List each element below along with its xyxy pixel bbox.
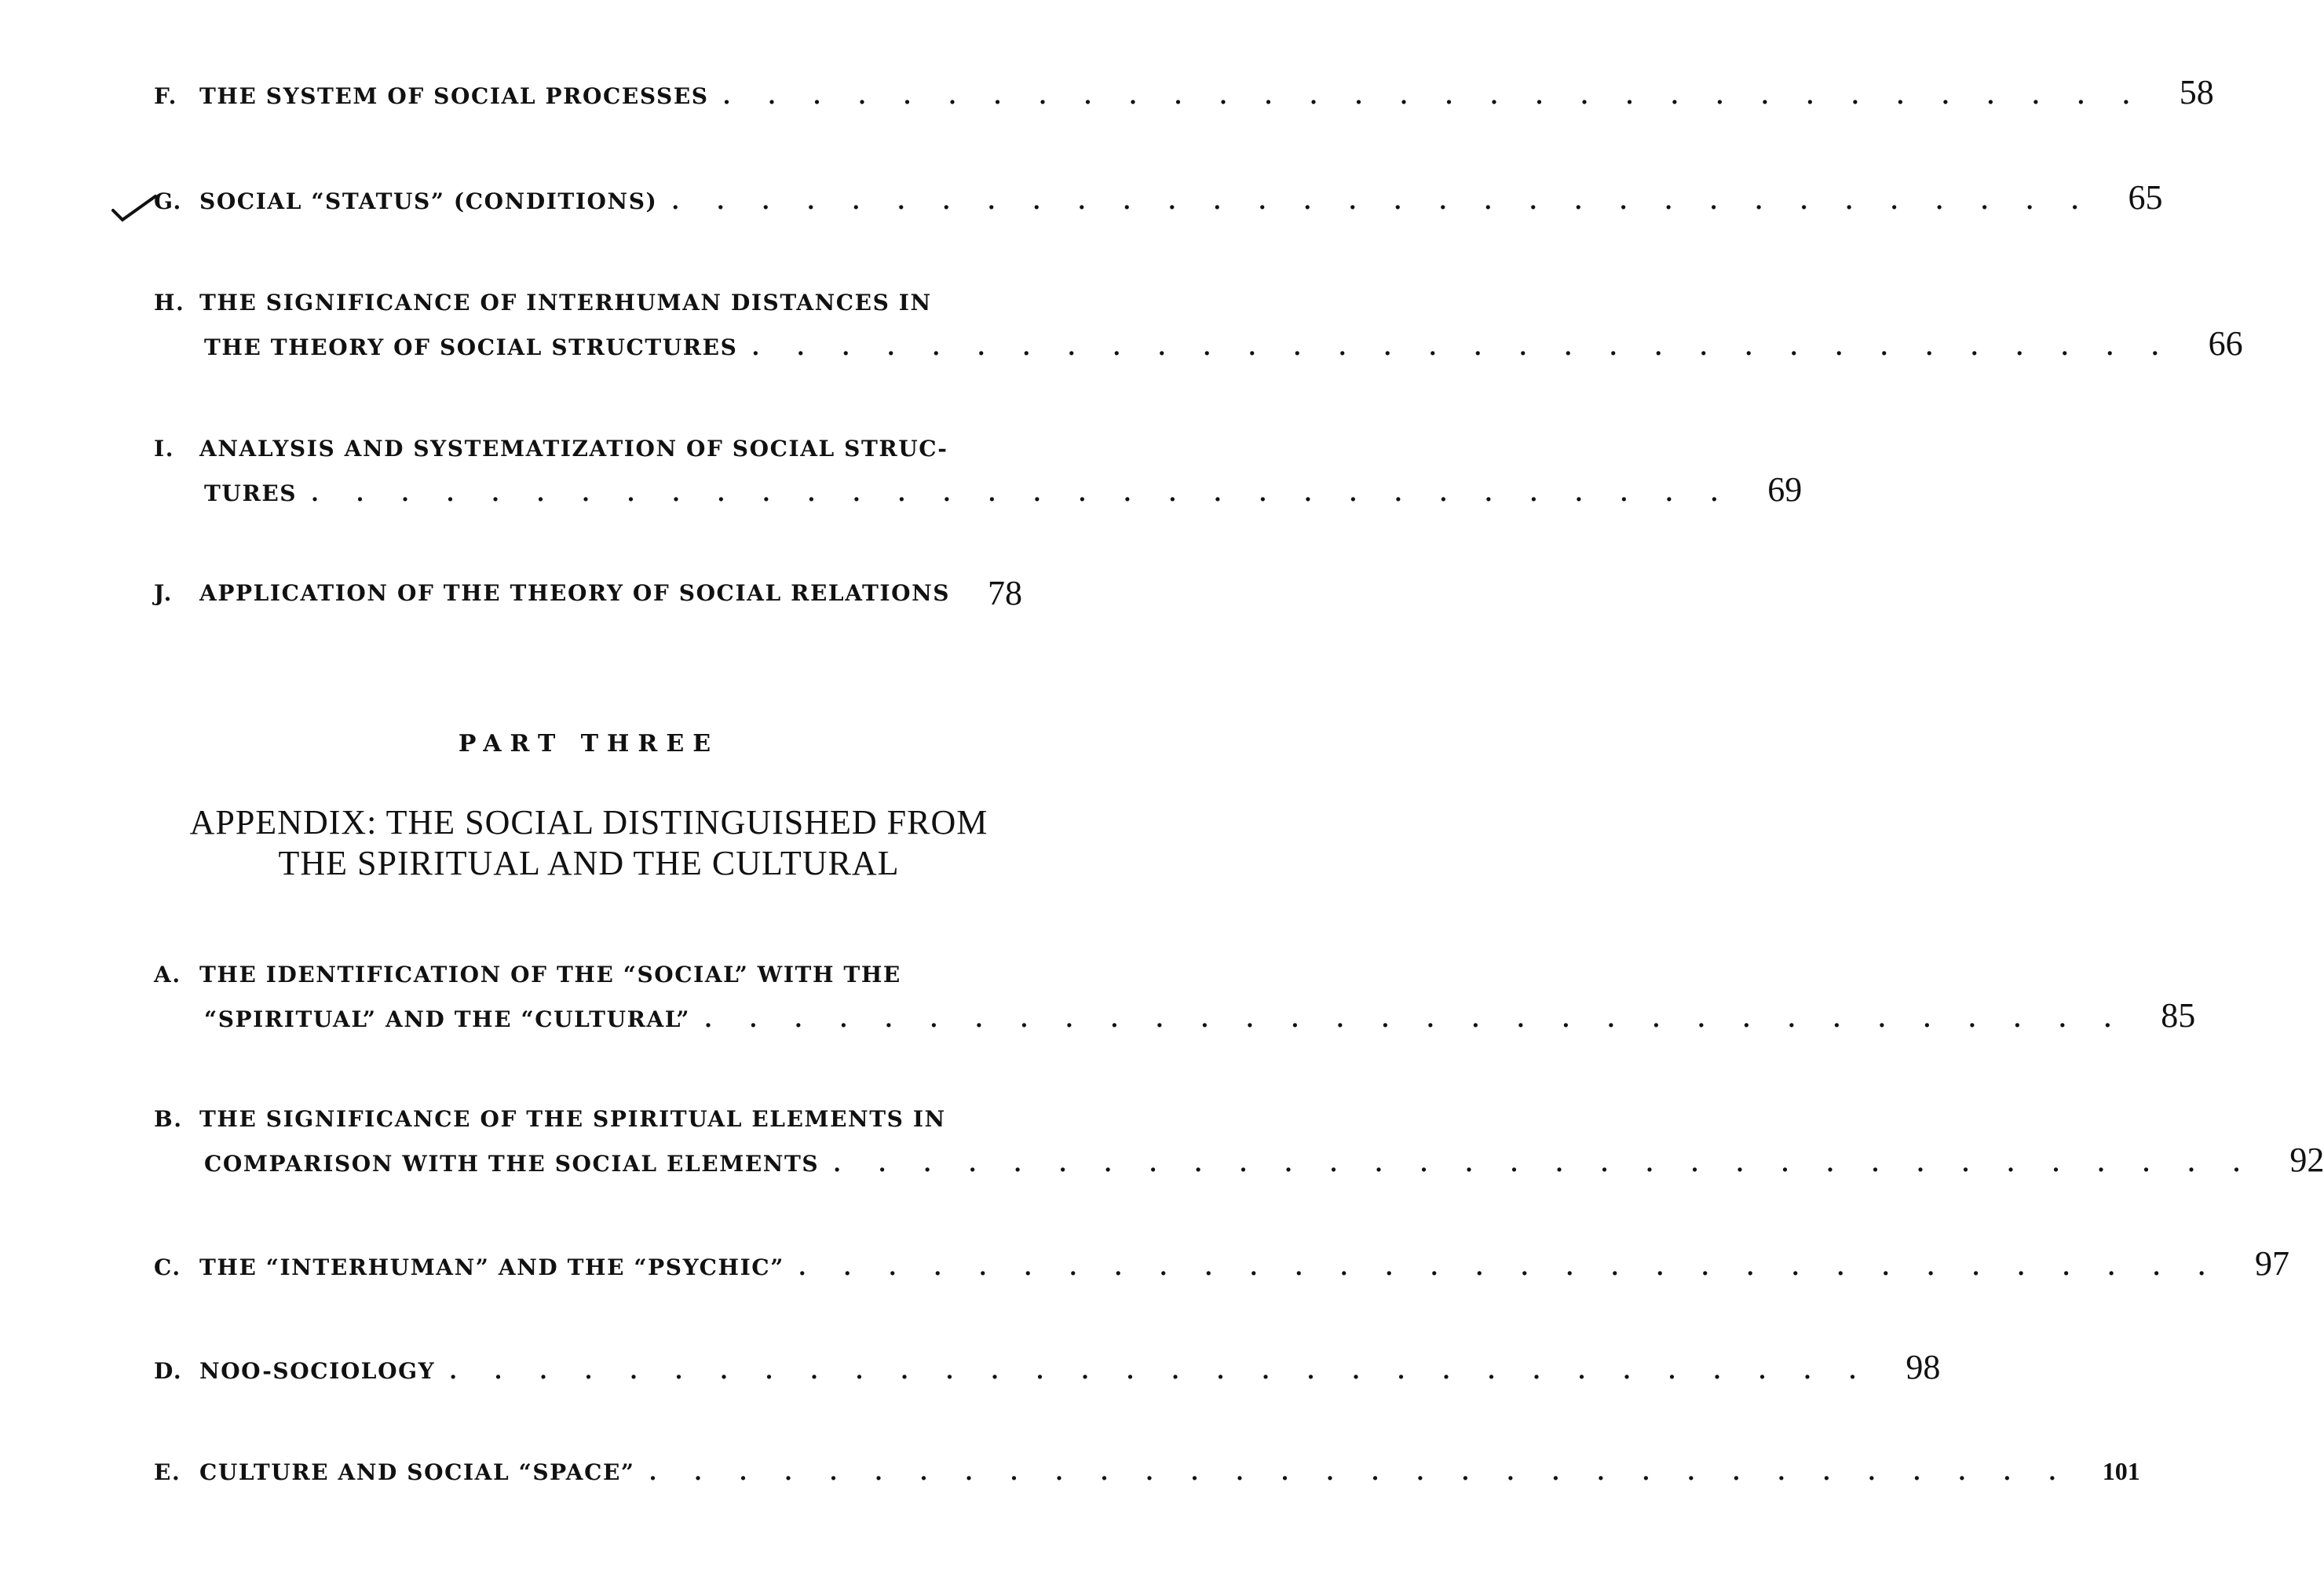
toc-entry-letter: J. xyxy=(154,580,174,606)
toc-entry-letter: D. xyxy=(154,1358,183,1384)
dot-leader: . . . . . . . . . . . . . . . . . . . . . . . . . . . . . . . . xyxy=(649,1459,2071,1485)
toc-entry-page: 101 xyxy=(2102,1457,2140,1485)
toc-entry-title: THE IDENTIFICATION OF THE “SOCIAL” WITH THE xyxy=(199,962,901,988)
dot-leader: . . . . . . . . . . . . . . . . . . . . . . . . . . . . . . . . xyxy=(722,83,2145,109)
toc-entry-title: THE “INTERHUMAN” AND THE “PSYCHIC” xyxy=(199,1254,784,1280)
toc-entry-letter: G. xyxy=(154,188,182,214)
toc-entry-page: 98 xyxy=(1906,1348,1941,1386)
toc-entry-d[interactable] xyxy=(154,1347,1941,1388)
toc-entry-page: 66 xyxy=(2208,324,2243,363)
dot-leader: . . . . . . . . . . . . . . . . . . . . . . . . . . . . . . . . xyxy=(751,334,2174,360)
toc-entry-title-cont: THE THEORY OF SOCIAL STRUCTURES xyxy=(204,334,738,360)
dot-leader: . . . . . . . . . . . . . . . . . . . . . . . . . . . . . . . . xyxy=(798,1254,2221,1280)
dot-leader: . . . . . . . . . . . . . . . . . . . . . . . . . . . . . . . . xyxy=(449,1358,1872,1384)
dot-leader: . . . . . . . . . . . . . . . . . . . . . . . . . . . . . . . . xyxy=(704,1006,2127,1032)
toc-entry-page: 78 xyxy=(988,574,1022,612)
toc-entry-page: 58 xyxy=(2179,73,2214,111)
toc-entry-g[interactable] xyxy=(154,177,2163,218)
toc-entry-title: THE SYSTEM OF SOCIAL PROCESSES xyxy=(199,83,709,109)
toc-entry-title: CULTURE AND SOCIAL “SPACE” xyxy=(199,1459,635,1485)
toc-entry-letter: C. xyxy=(154,1254,181,1280)
dot-leader: . . . . . . . . . . . . . . . . . . . . . . . . . . . . . . . . xyxy=(671,188,2094,214)
toc-entry-title: APPLICATION OF THE THEORY OF SOCIAL RELATIONS xyxy=(199,580,951,606)
toc-entry-f[interactable] xyxy=(154,72,2214,113)
toc-entry-title: THE SIGNIFICANCE OF THE SPIRITUAL ELEMENTS IN xyxy=(199,1106,946,1132)
toc-entry-e[interactable] xyxy=(154,1451,2140,1492)
toc-entry-title: NOO-SOCIOLOGY xyxy=(199,1358,436,1384)
toc-entry-j[interactable] xyxy=(154,573,1022,614)
toc-entry-a[interactable] xyxy=(154,955,2196,1036)
toc-entry-page: 97 xyxy=(2255,1244,2290,1283)
toc-entry-h[interactable] xyxy=(154,283,2243,364)
toc-entry-letter: H. xyxy=(154,290,185,316)
part-title xyxy=(149,802,1029,884)
part-label: PART THREE xyxy=(458,730,720,758)
toc-entry-i[interactable] xyxy=(154,429,1803,510)
toc-entry-title-cont: TURES xyxy=(204,480,298,506)
toc-entry-title: SOCIAL “STATUS” (CONDITIONS) xyxy=(199,188,658,214)
part-title-line: THE SPIRITUAL AND THE CULTURAL xyxy=(278,844,900,882)
toc-entry-title: THE SIGNIFICANCE OF INTERHUMAN DISTANCES IN xyxy=(199,290,932,316)
toc-entry-page: 69 xyxy=(1767,470,1803,509)
toc-entry-title-cont: “SPIRITUAL” AND THE “CULTURAL” xyxy=(204,1006,691,1032)
toc-entry-letter: A. xyxy=(154,962,181,988)
toc-entry-page: 65 xyxy=(2128,178,2163,217)
toc-entry-title-cont: COMPARISON WITH THE SOCIAL ELEMENTS xyxy=(204,1151,820,1177)
part-title-line: APPENDIX: THE SOCIAL DISTINGUISHED FROM xyxy=(189,803,988,842)
dot-leader: . . . . . . . . . . . . . . . . . . . . . . . . . . . . . . . . xyxy=(833,1151,2256,1177)
toc-entry-letter: F. xyxy=(154,83,178,109)
dot-leader: . . . . . . . . . . . . . . . . . . . . . . . . . . . . . . . . xyxy=(311,480,1734,506)
toc-entry-letter: I. xyxy=(154,436,175,462)
toc-entry-page: 92 xyxy=(2289,1141,2324,1179)
handwritten-check-icon xyxy=(110,188,160,228)
toc-entry-page: 85 xyxy=(2161,996,2196,1035)
toc-entry-title: ANALYSIS AND SYSTEMATIZATION OF SOCIAL STRUC- xyxy=(199,436,948,462)
toc-entry-c[interactable] xyxy=(154,1243,2290,1284)
toc-entry-b[interactable] xyxy=(154,1099,2324,1181)
toc-entry-letter: B. xyxy=(154,1106,183,1132)
toc-entry-letter: E. xyxy=(154,1459,181,1485)
